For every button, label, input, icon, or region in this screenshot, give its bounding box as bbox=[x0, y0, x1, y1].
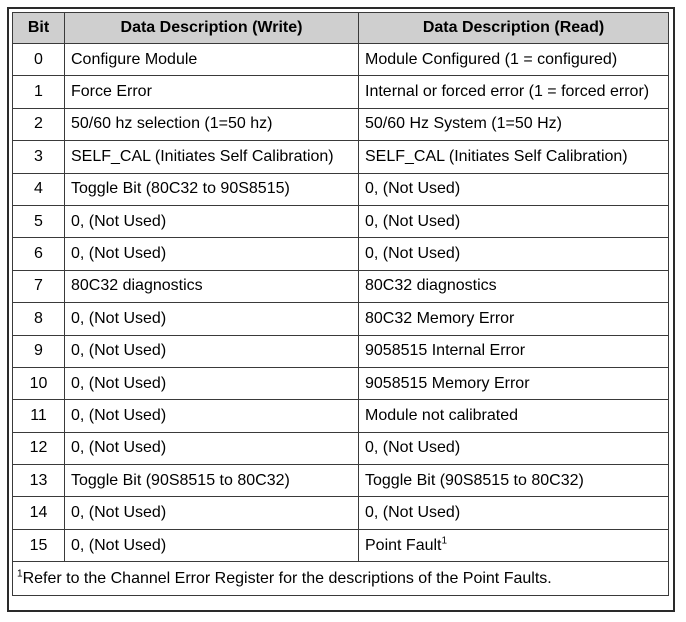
footnote bbox=[13, 562, 669, 596]
bit-cell: 8 bbox=[13, 303, 65, 335]
bit-cell: 4 bbox=[13, 173, 65, 205]
read-description-cell: 0, (Not Used) bbox=[359, 432, 669, 464]
footnote-marker: 1 bbox=[17, 568, 23, 580]
header-write: Data Description (Write) bbox=[65, 13, 359, 44]
table-row bbox=[13, 303, 669, 335]
header-read: Data Description (Read) bbox=[359, 13, 669, 44]
table-row bbox=[13, 44, 669, 76]
write-description-cell: 0, (Not Used) bbox=[65, 432, 359, 464]
write-description-cell: 80C32 diagnostics bbox=[65, 270, 359, 302]
bit-cell: 7 bbox=[13, 270, 65, 302]
table-body bbox=[13, 44, 669, 562]
bit-cell: 6 bbox=[13, 238, 65, 270]
table-row bbox=[13, 529, 669, 561]
bit-cell: 11 bbox=[13, 400, 65, 432]
read-description-cell: 50/60 Hz System (1=50 Hz) bbox=[359, 108, 669, 140]
footnote-text: Refer to the Channel Error Register for the descriptions of the Point Faults. bbox=[22, 569, 552, 587]
write-description-cell: 0, (Not Used) bbox=[65, 400, 359, 432]
header-bit: Bit bbox=[13, 13, 65, 44]
table-row bbox=[13, 497, 669, 529]
write-description-cell: SELF_CAL (Initiates Self Calibration) bbox=[65, 141, 359, 173]
table-row bbox=[13, 76, 669, 108]
bit-cell: 1 bbox=[13, 76, 65, 108]
bit-cell: 14 bbox=[13, 497, 65, 529]
table-row bbox=[13, 238, 669, 270]
read-description-cell: Toggle Bit (90S8515 to 80C32) bbox=[359, 465, 669, 497]
write-description-cell: Toggle Bit (90S8515 to 80C32) bbox=[65, 465, 359, 497]
table-row bbox=[13, 432, 669, 464]
table-row bbox=[13, 108, 669, 140]
table-row bbox=[13, 465, 669, 497]
read-description-cell: Module not calibrated bbox=[359, 400, 669, 432]
write-description-cell: Configure Module bbox=[65, 44, 359, 76]
read-description-text: Point Fault bbox=[365, 536, 442, 554]
footnote-reference: 1 bbox=[441, 535, 448, 547]
table-row bbox=[13, 367, 669, 399]
bit-cell: 0 bbox=[13, 44, 65, 76]
footnote-row bbox=[13, 562, 669, 596]
read-description-cell: 0, (Not Used) bbox=[359, 497, 669, 529]
read-description-cell: 0, (Not Used) bbox=[359, 238, 669, 270]
table-row bbox=[13, 173, 669, 205]
bit-cell: 2 bbox=[13, 108, 65, 140]
write-description-cell: 0, (Not Used) bbox=[65, 497, 359, 529]
bit-cell: 5 bbox=[13, 205, 65, 237]
read-description-cell: Internal or forced error (1 = forced error) bbox=[359, 76, 669, 108]
write-description-cell: 0, (Not Used) bbox=[65, 238, 359, 270]
read-description-cell: 9058515 Internal Error bbox=[359, 335, 669, 367]
bit-cell: 9 bbox=[13, 335, 65, 367]
table-row bbox=[13, 205, 669, 237]
table-row bbox=[13, 270, 669, 302]
write-description-cell: Force Error bbox=[65, 76, 359, 108]
table-row bbox=[13, 400, 669, 432]
bit-cell: 12 bbox=[13, 432, 65, 464]
write-description-cell: 0, (Not Used) bbox=[65, 529, 359, 561]
read-description-cell: 9058515 Memory Error bbox=[359, 367, 669, 399]
read-description-cell: 0, (Not Used) bbox=[359, 205, 669, 237]
write-description-cell: 0, (Not Used) bbox=[65, 335, 359, 367]
write-description-cell: 0, (Not Used) bbox=[65, 205, 359, 237]
bit-cell: 13 bbox=[13, 465, 65, 497]
read-description-cell: 80C32 Memory Error bbox=[359, 303, 669, 335]
table-row bbox=[13, 141, 669, 173]
header-row bbox=[13, 13, 669, 44]
table-row bbox=[13, 335, 669, 367]
read-description-cell: 0, (Not Used) bbox=[359, 173, 669, 205]
write-description-cell: Toggle Bit (80C32 to 90S8515) bbox=[65, 173, 359, 205]
read-description-cell: SELF_CAL (Initiates Self Calibration) bbox=[359, 141, 669, 173]
read-description-cell bbox=[359, 529, 669, 561]
bit-description-table bbox=[12, 12, 669, 596]
write-description-cell: 0, (Not Used) bbox=[65, 367, 359, 399]
write-description-cell: 50/60 hz selection (1=50 hz) bbox=[65, 108, 359, 140]
read-description-cell: Module Configured (1 = configured) bbox=[359, 44, 669, 76]
bit-cell: 3 bbox=[13, 141, 65, 173]
write-description-cell: 0, (Not Used) bbox=[65, 303, 359, 335]
read-description-cell: 80C32 diagnostics bbox=[359, 270, 669, 302]
bit-cell: 15 bbox=[13, 529, 65, 561]
bit-cell: 10 bbox=[13, 367, 65, 399]
